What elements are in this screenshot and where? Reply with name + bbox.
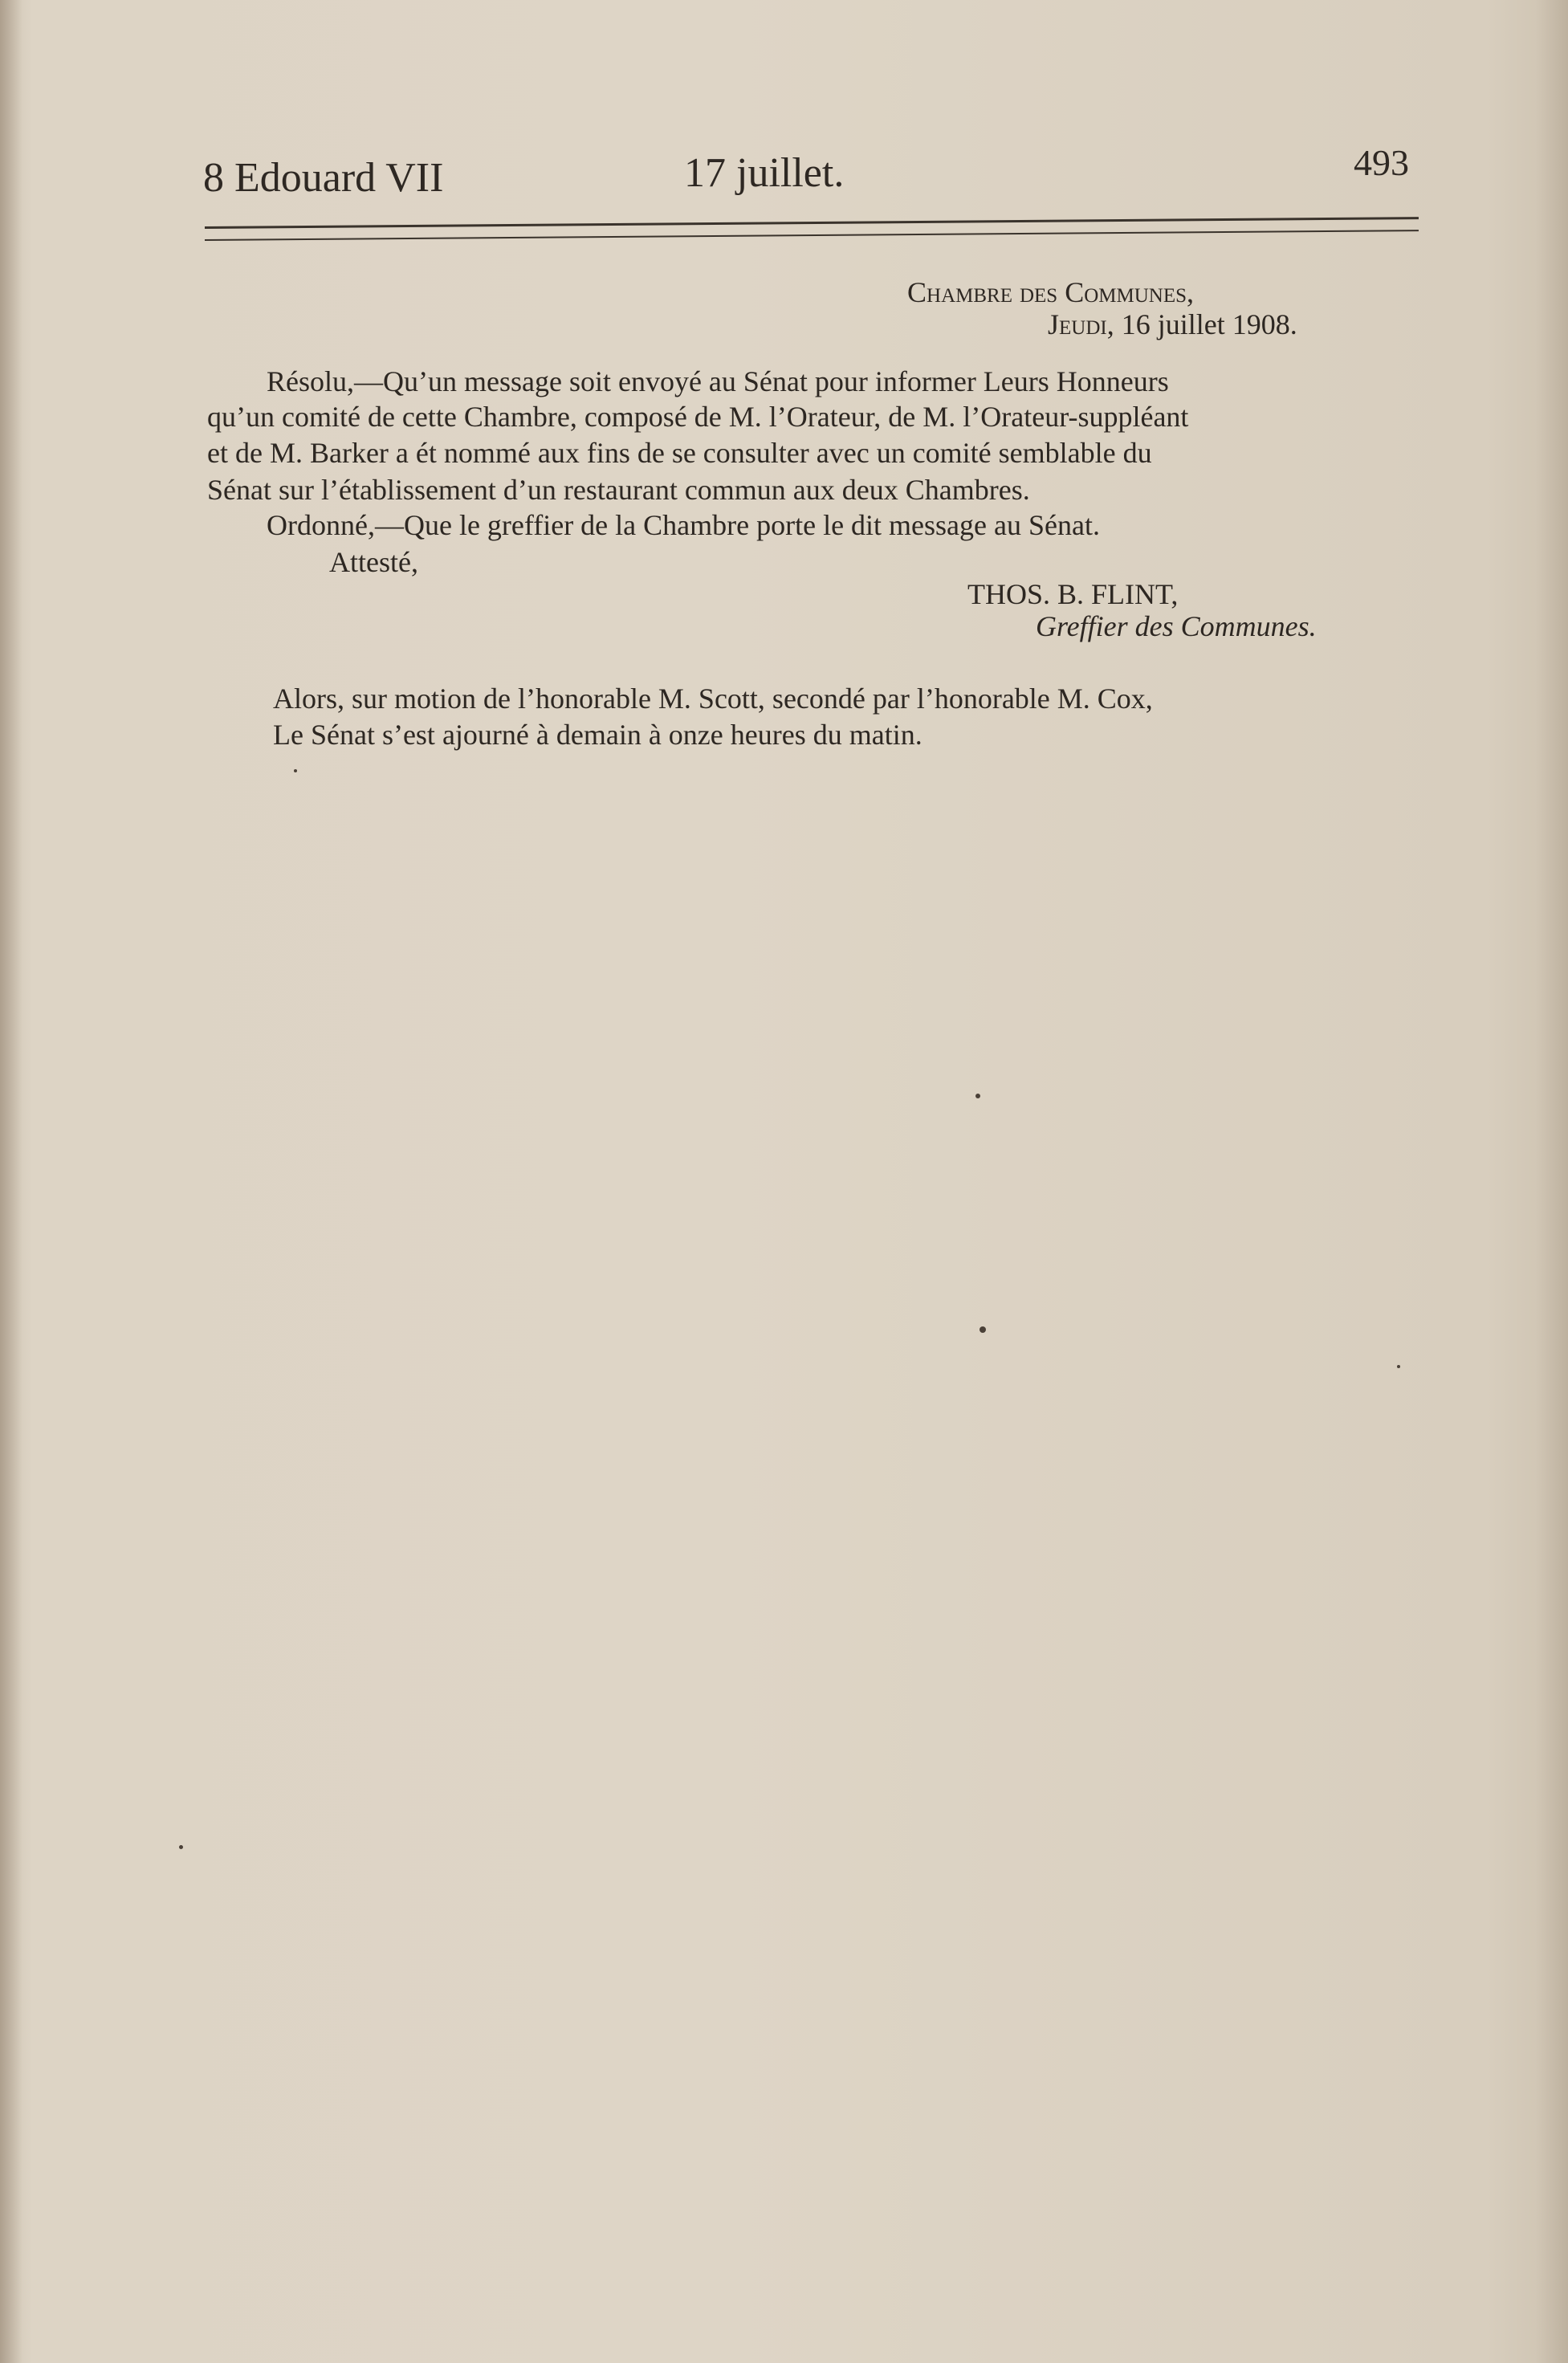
running-header-left: 8 Edouard VII: [203, 155, 444, 201]
paragraph-line: et de M. Barker a ét nommé aux fins de se consulter avec un comité semblable du: [207, 437, 1152, 469]
running-header-date: 17 juillet.: [684, 150, 845, 196]
attest-label: Attesté,: [329, 546, 418, 578]
page-right-edge-shadow: [1536, 0, 1568, 2363]
paragraph-line: Sénat sur l’établissement d’un restaurant commun aux deux Chambres.: [207, 474, 1030, 506]
paper-speck: [1397, 1365, 1400, 1368]
paper-speck: [294, 769, 297, 772]
message-date: [1048, 307, 1297, 343]
order-paragraph: Ordonné,—Que le greffier de la Chambre porte le dit message au Sénat.: [267, 509, 1100, 541]
message-place: Chambre des Communes,: [907, 276, 1195, 308]
closing-line: Le Sénat s’est ajourné à demain à onze heures du matin.: [273, 719, 922, 751]
paragraph-line: qu’un comité de cette Chambre, composé de M. l’Orateur, de M. l’Orateur-suppléant: [207, 401, 1189, 433]
signature-title: Greffier des Communes.: [1036, 610, 1317, 642]
paper-speck: [979, 1326, 986, 1333]
paper-speck: [179, 1845, 183, 1849]
message-date-day: Jeudi,: [1048, 308, 1114, 340]
paper-speck: [975, 1094, 980, 1098]
message-date-rest: 16 juillet 1908.: [1114, 308, 1297, 340]
closing-line: Alors, sur motion de l’honorable M. Scott, secondé par l’honorable M. Cox,: [273, 682, 1153, 715]
signature-name: THOS. B. FLINT,: [967, 578, 1179, 610]
paragraph-line: Résolu,—Qu’un message soit envoyé au Sénat pour informer Leurs Honneurs: [267, 365, 1169, 397]
page-left-edge-shadow: [0, 0, 22, 2363]
page-number: 493: [1354, 142, 1409, 183]
